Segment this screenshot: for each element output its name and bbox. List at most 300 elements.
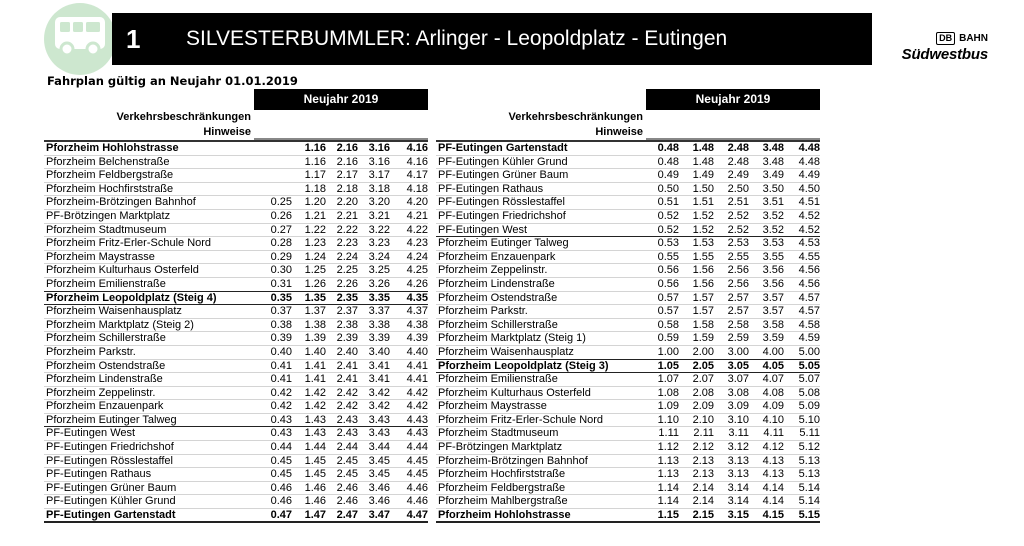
- departure-time: 0.43: [270, 427, 292, 440]
- timetable-row: [44, 373, 428, 387]
- departure-time: 3.07: [727, 373, 749, 386]
- notes-cells: [646, 125, 820, 140]
- departure-time: 2.08: [692, 386, 714, 399]
- timetable-row: [436, 183, 820, 197]
- departure-time: 2.21: [336, 209, 358, 222]
- departure-time: [252, 156, 294, 169]
- restrictions-label: Verkehrsbeschränkungen: [116, 111, 251, 123]
- departure-time: 4.53: [798, 237, 820, 250]
- departure-time: 2.43: [336, 413, 358, 426]
- departure-time: 5.07: [798, 373, 820, 386]
- timetable-row: [436, 196, 820, 210]
- departure-time: 1.50: [692, 182, 714, 195]
- departure-time: 4.48: [798, 155, 820, 168]
- departure-time: 3.39: [368, 332, 390, 345]
- departure-time: 4.39: [406, 332, 428, 345]
- timetable-row: [436, 360, 820, 374]
- departure-time: 3.18: [368, 182, 390, 195]
- timetable-row: [436, 332, 820, 346]
- departure-time: 3.41: [368, 359, 390, 372]
- departure-time: 2.42: [336, 400, 358, 413]
- departure-time: 3.45: [368, 468, 390, 481]
- departure-time: 3.08: [727, 386, 749, 399]
- departure-time: [252, 142, 294, 155]
- stop-name: Pforzheim-Brötzingen Bahnhof: [46, 196, 196, 209]
- departure-time: 1.46: [304, 495, 326, 508]
- departure-time: 2.20: [336, 196, 358, 209]
- departure-time: 0.28: [270, 237, 292, 250]
- stop-name: PF-Eutingen Rösslestaffel: [46, 454, 173, 467]
- departure-time: 1.07: [657, 373, 679, 386]
- departure-time: 2.55: [727, 250, 749, 263]
- departure-time: 1.57: [692, 305, 714, 318]
- departure-time: 1.25: [304, 264, 326, 277]
- departure-time: 1.00: [657, 345, 679, 358]
- departure-time: [252, 169, 294, 182]
- stop-name: PF-Eutingen Gartenstadt: [46, 509, 176, 521]
- stop-name: Pforzheim Stadtmuseum: [438, 427, 559, 440]
- line-number: 1: [126, 23, 141, 54]
- stop-name: Pforzheim Waisenhausplatz: [46, 305, 182, 318]
- departure-time: 2.09: [692, 400, 714, 413]
- departure-time: 1.46: [304, 481, 326, 494]
- stop-name: Pforzheim Hochfirststraße: [438, 468, 566, 481]
- departure-time: 0.53: [657, 237, 679, 250]
- departure-time: 1.47: [304, 509, 326, 522]
- departure-time: 2.42: [336, 386, 358, 399]
- departure-time: 4.55: [798, 250, 820, 263]
- timetable-row: [44, 169, 428, 183]
- timetable-row: [44, 156, 428, 170]
- departure-time: 4.41: [406, 373, 428, 386]
- departure-time: 1.48: [692, 142, 714, 154]
- departure-time: 2.00: [692, 345, 714, 358]
- departure-time: 3.55: [762, 250, 784, 263]
- departure-time: 0.42: [270, 386, 292, 399]
- departure-time: 1.56: [692, 264, 714, 277]
- stop-name: Pforzheim Kulturhaus Osterfeld: [438, 386, 591, 399]
- departure-time: 0.48: [657, 142, 679, 154]
- stop-name: Pforzheim Enzauenpark: [438, 250, 556, 263]
- departure-time: 2.39: [336, 332, 358, 345]
- timetable-row: [436, 156, 820, 170]
- departure-time: 5.00: [798, 345, 820, 358]
- departure-time: 0.56: [657, 277, 679, 290]
- departure-time: 4.45: [406, 454, 428, 467]
- stop-name: Pforzheim Enzauenpark: [46, 400, 164, 413]
- timetable-row: [44, 224, 428, 238]
- departure-time: 2.45: [336, 468, 358, 481]
- stop-name: Pforzheim Parkstr.: [46, 345, 136, 358]
- timetable-row: [44, 387, 428, 401]
- departure-time: 4.14: [762, 495, 784, 508]
- departure-time: 1.17: [304, 169, 326, 182]
- stop-name: PF-Eutingen Kühler Grund: [46, 495, 176, 508]
- departure-time: 4.13: [762, 454, 784, 467]
- timetable-row: [44, 414, 428, 428]
- departure-time: 4.51: [798, 196, 820, 209]
- departure-time: 1.41: [304, 373, 326, 386]
- departure-time: [252, 183, 294, 196]
- departure-time: 3.52: [762, 209, 784, 222]
- departure-time: 3.35: [368, 291, 390, 304]
- departure-time: 3.42: [368, 400, 390, 413]
- departure-time: 3.53: [762, 237, 784, 250]
- timetable-row: [436, 482, 820, 496]
- departure-time: 1.42: [304, 400, 326, 413]
- departure-time: 3.15: [727, 509, 749, 522]
- stop-name: PF-Eutingen Rathaus: [438, 182, 544, 195]
- stop-name: Pforzheim Lindenstraße: [438, 277, 555, 290]
- departure-time: 3.50: [762, 182, 784, 195]
- departure-time: 0.35: [270, 291, 292, 304]
- stop-name: PF-Brötzingen Marktplatz: [438, 441, 563, 454]
- departure-time: 1.13: [657, 468, 679, 481]
- timetable-row: [44, 278, 428, 292]
- departure-time: 1.59: [692, 332, 714, 345]
- departure-time: 4.18: [406, 182, 428, 195]
- departure-time: 3.41: [368, 373, 390, 386]
- departure-time: 1.22: [304, 223, 326, 236]
- departure-time: 1.24: [304, 250, 326, 263]
- bahn-label: BAHN: [959, 33, 988, 44]
- timetable-outbound: [44, 89, 428, 523]
- notes-label: Hinweise: [203, 126, 251, 138]
- stop-name: PF-Eutingen Grüner Baum: [438, 169, 569, 182]
- departure-time: 2.41: [336, 359, 358, 372]
- departure-time: 2.15: [692, 509, 714, 522]
- departure-time: 1.21: [304, 209, 326, 222]
- stop-name: Pforzheim Belchenstraße: [46, 155, 170, 168]
- departure-time: 4.45: [406, 468, 428, 481]
- timetable-row: [436, 278, 820, 292]
- timetable-row: [436, 468, 820, 482]
- stop-name: Pforzheim Ostendstraße: [438, 291, 558, 304]
- departure-time: 0.46: [270, 495, 292, 508]
- departure-time: 1.49: [692, 169, 714, 182]
- departure-time: 3.11: [728, 427, 749, 440]
- departure-time: 4.50: [798, 182, 820, 195]
- departure-time: 1.57: [692, 291, 714, 304]
- departure-time: 3.24: [368, 250, 390, 263]
- departure-time: 0.51: [657, 196, 679, 209]
- departure-time: 2.46: [336, 495, 358, 508]
- departure-time: 0.45: [270, 454, 292, 467]
- stop-name: Pforzheim Zeppelinstr.: [46, 386, 156, 399]
- stop-name: Pforzheim Schillerstraße: [46, 332, 166, 345]
- timetable-row: [44, 251, 428, 265]
- departure-time: 1.14: [657, 495, 679, 508]
- stop-name: PF-Eutingen Friedrichshof: [438, 209, 566, 222]
- departure-time: 5.14: [798, 481, 820, 494]
- departure-time: 2.14: [692, 481, 714, 494]
- departure-time: 1.09: [657, 400, 679, 413]
- departure-time: 0.42: [270, 400, 292, 413]
- departure-time: 0.47: [270, 509, 292, 522]
- db-logo: DB: [936, 32, 955, 45]
- departure-time: 2.53: [727, 237, 749, 250]
- departure-time: 2.24: [336, 250, 358, 263]
- departure-time: 4.56: [798, 264, 820, 277]
- departure-time: 3.58: [762, 318, 784, 331]
- departure-time: 5.13: [798, 454, 820, 467]
- departure-time: 4.24: [406, 250, 428, 263]
- departure-time: 0.40: [270, 345, 292, 358]
- departure-time: 4.10: [762, 413, 784, 426]
- stop-name: Pforzheim Maystrasse: [46, 250, 155, 263]
- departure-time: 2.07: [692, 373, 714, 386]
- timetable-row: [436, 387, 820, 401]
- departure-time: 4.07: [762, 373, 784, 386]
- departure-time: 5.13: [798, 468, 820, 481]
- departure-time: 5.12: [798, 441, 820, 454]
- departure-time: 1.55: [692, 250, 714, 263]
- departure-time: 2.14: [692, 495, 714, 508]
- departure-time: 2.22: [336, 223, 358, 236]
- timetable-row: [436, 414, 820, 428]
- departure-time: 0.37: [270, 305, 292, 318]
- stop-name: Pforzheim-Brötzingen Bahnhof: [438, 454, 588, 467]
- departure-time: 3.05: [727, 359, 749, 372]
- route-title-bar: [112, 13, 872, 65]
- timetable-row: [436, 142, 820, 156]
- departure-time: 1.56: [692, 277, 714, 290]
- timetable-row: [44, 427, 428, 441]
- departure-time: 1.14: [657, 481, 679, 494]
- stop-name: Pforzheim Feldbergstraße: [438, 481, 566, 494]
- route-title: SILVESTERBUMMLER: Arlinger - Leopoldplatz - Eutingen: [186, 27, 728, 50]
- departure-time: 1.42: [304, 386, 326, 399]
- departure-time: 1.15: [657, 509, 679, 522]
- departure-time: 4.42: [406, 400, 428, 413]
- departure-time: 2.48: [727, 142, 749, 154]
- departure-time: 0.50: [657, 182, 679, 195]
- departure-time: 3.21: [368, 209, 390, 222]
- stop-name: Pforzheim Eutinger Talweg: [46, 413, 177, 426]
- departure-time: 2.18: [336, 182, 358, 195]
- timetable-row: [44, 509, 428, 523]
- departure-time: 5.15: [798, 509, 820, 522]
- departure-time: 3.14: [727, 495, 749, 508]
- departure-time: 2.58: [727, 318, 749, 331]
- departure-time: 4.59: [798, 332, 820, 345]
- departure-time: 2.56: [727, 277, 749, 290]
- departure-time: 4.49: [798, 169, 820, 182]
- departure-time: 4.40: [406, 345, 428, 358]
- departure-time: 3.44: [368, 441, 390, 454]
- departure-time: 1.43: [304, 427, 326, 440]
- departure-time: 0.44: [270, 441, 292, 454]
- stop-name: PF-Eutingen West: [438, 223, 528, 236]
- departure-time: 0.31: [270, 277, 292, 290]
- timetable-row: [44, 292, 428, 306]
- departure-time: 3.48: [762, 142, 784, 154]
- departure-time: 5.11: [799, 427, 820, 440]
- timetable-row: [436, 224, 820, 238]
- departure-time: 2.51: [727, 196, 749, 209]
- departure-time: 1.52: [692, 223, 714, 236]
- departure-time: 4.21: [406, 209, 428, 222]
- departure-time: 2.16: [336, 155, 358, 168]
- timetable-row: [44, 332, 428, 346]
- departure-time: 3.26: [368, 277, 390, 290]
- departure-time: 1.35: [304, 291, 326, 304]
- departure-time: 4.05: [762, 359, 784, 372]
- timetable-row: [44, 441, 428, 455]
- departure-time: 4.56: [798, 277, 820, 290]
- departure-time: 3.42: [368, 386, 390, 399]
- departure-time: 0.52: [657, 209, 679, 222]
- departure-time: 0.25: [270, 196, 292, 209]
- departure-time: 2.05: [692, 359, 714, 372]
- departure-time: 2.56: [727, 264, 749, 277]
- departure-time: 1.38: [304, 318, 326, 331]
- stop-name: PF-Eutingen Kühler Grund: [438, 155, 568, 168]
- departure-time: 3.38: [368, 318, 390, 331]
- departure-time: 3.09: [727, 400, 749, 413]
- departure-time: 3.46: [368, 481, 390, 494]
- timetable-row: [44, 468, 428, 482]
- departure-time: 2.41: [336, 373, 358, 386]
- departure-time: 1.37: [304, 305, 326, 318]
- departure-time: 4.17: [406, 169, 428, 182]
- departure-time: 4.52: [798, 223, 820, 236]
- notes-label: Hinweise: [595, 126, 643, 138]
- stop-name: PF-Eutingen West: [46, 427, 136, 440]
- bus-icon: [51, 15, 109, 59]
- stop-name: Pforzheim Marktplatz (Steig 1): [438, 332, 586, 345]
- departure-time: 4.09: [762, 400, 784, 413]
- departure-time: 1.12: [657, 441, 679, 454]
- stop-name: PF-Brötzingen Marktplatz: [46, 209, 171, 222]
- timetable-row: [44, 264, 428, 278]
- departure-time: 1.13: [657, 454, 679, 467]
- stop-name: PF-Eutingen Rösslestaffel: [438, 196, 565, 209]
- departure-time: 3.17: [368, 169, 390, 182]
- departure-time: 5.08: [798, 386, 820, 399]
- departure-time: 1.08: [657, 386, 679, 399]
- departure-time: 4.47: [406, 509, 428, 522]
- departure-time: 0.46: [270, 481, 292, 494]
- departure-time: 3.48: [762, 155, 784, 168]
- stop-name: Pforzheim Hochfirststraße: [46, 182, 174, 195]
- departure-time: 1.20: [304, 196, 326, 209]
- departure-time: 3.13: [727, 468, 749, 481]
- departure-time: 0.52: [657, 223, 679, 236]
- departure-time: 2.43: [336, 427, 358, 440]
- departure-time: 4.15: [762, 509, 784, 522]
- departure-time: 4.46: [406, 481, 428, 494]
- timetable-row: [436, 441, 820, 455]
- stop-name: Pforzheim Hohlohstrasse: [46, 142, 179, 154]
- departure-time: 2.10: [692, 413, 714, 426]
- departure-time: 3.52: [762, 223, 784, 236]
- departure-time: 4.46: [406, 495, 428, 508]
- departure-time: 0.49: [657, 169, 679, 182]
- timetable-row: [44, 183, 428, 197]
- departure-time: 3.10: [727, 413, 749, 426]
- departure-time: 1.16: [304, 155, 326, 168]
- departure-time: 5.14: [798, 495, 820, 508]
- departure-time: 2.46: [336, 481, 358, 494]
- departure-time: 3.57: [762, 291, 784, 304]
- departure-time: 2.12: [692, 441, 714, 454]
- departure-time: 0.57: [657, 291, 679, 304]
- departure-time: 0.58: [657, 318, 679, 331]
- stop-name: Pforzheim Emilienstraße: [438, 373, 558, 386]
- departure-time: 1.11: [658, 427, 679, 440]
- departure-time: 4.43: [406, 427, 428, 440]
- departure-time: 3.40: [368, 345, 390, 358]
- departure-time: 4.12: [762, 441, 784, 454]
- departure-time: 4.57: [798, 305, 820, 318]
- departure-time: 1.48: [692, 155, 714, 168]
- departure-time: 0.30: [270, 264, 292, 277]
- departure-time: 5.05: [798, 359, 820, 372]
- notes-cells: [254, 125, 428, 140]
- departure-time: 2.52: [727, 223, 749, 236]
- timetable-row: [436, 455, 820, 469]
- departure-time: 3.13: [727, 454, 749, 467]
- departure-time: 4.44: [406, 441, 428, 454]
- departure-time: 3.59: [762, 332, 784, 345]
- departure-time: 1.41: [304, 359, 326, 372]
- timetable-row: [436, 495, 820, 509]
- timetable-row: [44, 210, 428, 224]
- departure-time: 1.05: [657, 359, 679, 372]
- timetable-row: [44, 319, 428, 333]
- departure-time: 4.00: [762, 345, 784, 358]
- bus-icon-badge: [44, 3, 116, 75]
- departure-time: 1.58: [692, 318, 714, 331]
- departure-time: 3.56: [762, 264, 784, 277]
- departure-time: 2.13: [692, 454, 714, 467]
- departure-time: 0.57: [657, 305, 679, 318]
- departure-time: 1.23: [304, 237, 326, 250]
- departure-time: 2.57: [727, 305, 749, 318]
- timetable-row: [44, 455, 428, 469]
- departure-time: 4.16: [406, 155, 428, 168]
- departure-time: 4.13: [762, 468, 784, 481]
- timetable-row: [44, 237, 428, 251]
- departure-time: 0.45: [270, 468, 292, 481]
- departure-time: 4.20: [406, 196, 428, 209]
- stop-name: Pforzheim Eutinger Talweg: [438, 237, 569, 250]
- departure-time: 2.38: [336, 318, 358, 331]
- stop-name: Pforzheim Leopoldplatz (Steig 3): [438, 359, 609, 372]
- timetable-row: [436, 210, 820, 224]
- departure-time: 4.11: [763, 427, 784, 440]
- timetable-row: [436, 319, 820, 333]
- stop-name: PF-Eutingen Friedrichshof: [46, 441, 174, 454]
- timetable-row: [44, 495, 428, 509]
- departure-time: 2.40: [336, 345, 358, 358]
- departure-time: 4.38: [406, 318, 428, 331]
- departure-time: 1.40: [304, 345, 326, 358]
- departure-time: 4.57: [798, 291, 820, 304]
- departure-time: 0.39: [270, 332, 292, 345]
- stop-name: Pforzheim Feldbergstraße: [46, 169, 174, 182]
- departure-time: 3.51: [762, 196, 784, 209]
- departure-time: 2.13: [692, 468, 714, 481]
- stop-name: Pforzheim Hohlohstrasse: [438, 509, 571, 521]
- departure-time: 0.56: [657, 264, 679, 277]
- stop-name: Pforzheim Kulturhaus Osterfeld: [46, 264, 199, 277]
- timetable-row: [436, 251, 820, 265]
- departure-time: 0.27: [270, 223, 292, 236]
- stop-name: Pforzheim Parkstr.: [438, 305, 528, 318]
- departure-time: 2.47: [336, 509, 358, 522]
